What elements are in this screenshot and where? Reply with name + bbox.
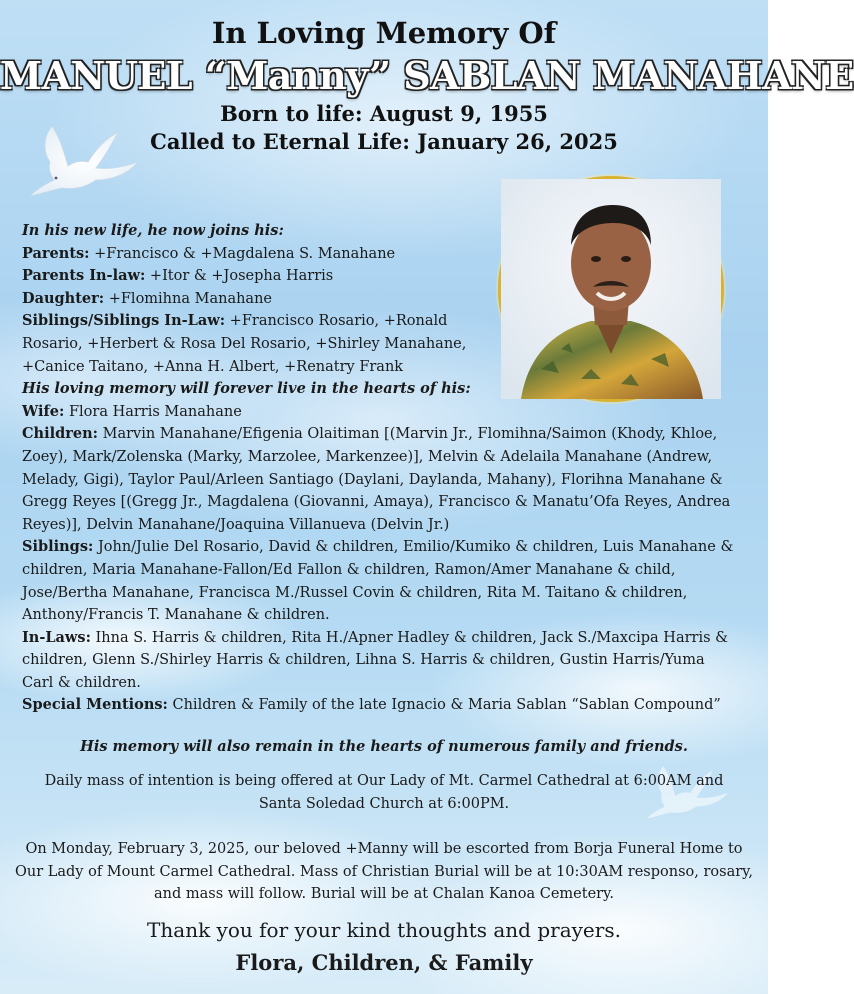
siblings-value-1: John/Julie Del Rosario, David & children, Emilio/Kumiko & children, Luis Manahane & bbox=[93, 539, 734, 556]
parents-inlaw-line bbox=[22, 265, 492, 288]
inlaws-value-1: Ihna S. Harris & children, Rita H./Apner Hadley & children, Jack S./Maxcipa Harris & bbox=[90, 629, 729, 646]
children-line-2: Zoey), Mark/Zolenska (Marky, Marzolee, Markenzee)], Melvin & Adelaila Manahane (Andrew, bbox=[22, 448, 713, 465]
siblings-label: Siblings: bbox=[22, 538, 94, 556]
siblings-inlaw-value-1: +Francisco Rosario, +Ronald bbox=[225, 313, 448, 330]
parents-line bbox=[22, 243, 492, 266]
memory-statement: His memory will also remain in the hearts of numerous family and friends. bbox=[80, 738, 688, 755]
daughter-line bbox=[22, 288, 492, 311]
inlaws-line-2: children, Glenn S./Shirley Harris & children, Lihna S. Harris & children, Gustin Harris/Yuma bbox=[22, 652, 705, 669]
inlaws-line-3: Carl & children. bbox=[22, 674, 141, 691]
siblings-inlaw-value-2: Rosario, +Herbert & Rosa Del Rosario, +Shirley Manahane, bbox=[22, 335, 467, 352]
siblings-inlaw-line bbox=[22, 310, 492, 333]
family-signoff: Flora, Children, & Family bbox=[235, 950, 533, 975]
birth-date: Born to life: August 9, 1955 bbox=[220, 101, 548, 126]
inlaws-line-1 bbox=[22, 627, 752, 650]
siblings-inlaw-value-3: +Canice Taitano, +Anna H. Albert, +Renatry Frank bbox=[22, 358, 404, 375]
wife-value: Flora Harris Manahane bbox=[64, 403, 242, 420]
daughter-value: +Flomihna Manahane bbox=[104, 290, 272, 307]
dove-icon bbox=[22, 118, 140, 198]
wife-label: Wife: bbox=[22, 402, 65, 420]
survivors-section bbox=[22, 220, 752, 717]
parents-label: Parents: bbox=[22, 244, 90, 262]
siblings-line-1 bbox=[22, 536, 752, 559]
death-date: Called to Eternal Life: January 26, 2025 bbox=[150, 129, 618, 154]
children-line-1 bbox=[22, 423, 752, 446]
children-line-5: Reyes)], Delvin Manahane/Joaquina Villanueva (Delvin Jr.) bbox=[22, 516, 450, 533]
header-intro: In Loving Memory Of bbox=[211, 16, 557, 50]
parents-inlaw-value: +Itor & +Josepha Harris bbox=[145, 268, 334, 285]
deceased-name: MANUEL “Manny” SABLAN MANAHANE bbox=[0, 53, 854, 98]
parents-inlaw-label: Parents In-law: bbox=[22, 267, 146, 285]
loving-intro: His loving memory will forever live in the hearts of his: bbox=[22, 380, 471, 398]
children-line-4: Gregg Reyes [(Gregg Jr., Magdalena (Giovanni, Amaya), Francisco & Manatu’Ofa Reyes, Andrea bbox=[22, 494, 731, 511]
parents-value: +Francisco & +Magdalena S. Manahane bbox=[89, 245, 396, 262]
joins-intro: In his new life, he now joins his: bbox=[22, 222, 284, 239]
special-value: Children & Family of the late Ignacio & Maria Sablan “Sablan Compound” bbox=[167, 697, 721, 714]
special-line bbox=[22, 694, 752, 717]
wife-line bbox=[22, 401, 752, 424]
children-line-3: Melady, Gigi), Taylor Paul/Arleen Santiago (Daylani, Daylanda, Mahany), Florihna Manahane & bbox=[22, 471, 723, 488]
inlaws-label: In-Laws: bbox=[22, 628, 91, 646]
mass-info: Daily mass of intention is being offered at Our Lady of Mt. Carmel Cathedral at 6:00AM and Santa Soledad Church at 6:00PM. bbox=[44, 773, 724, 812]
joins-block bbox=[22, 220, 492, 378]
siblings-inlaw-label: Siblings/Siblings In-Law: bbox=[22, 312, 226, 330]
special-label: Special Mentions: bbox=[22, 696, 168, 714]
daughter-label: Daughter: bbox=[22, 289, 105, 307]
siblings-line-3: Jose/Bertha Manahane, Francisca M./Russel Covin & children, Rita M. Taitano & children, bbox=[22, 584, 688, 601]
thanks-message: Thank you for your kind thoughts and prayers. bbox=[147, 918, 621, 942]
children-value-1: Marvin Manahane/Efigenia Olaitiman [(Marvin Jr., Flomihna/Saimon (Khody, Khloe, bbox=[98, 426, 718, 443]
burial-info: On Monday, February 3, 2025, our beloved +Manny will be escorted from Borja Funeral Home to Our Lady of Mount Carmel Cathedral. Mass of Christian Burial will be at 10:30AM responso, rosary, and mass will follow. Burial will be at Chalan Kanoa Cemetery. bbox=[14, 841, 754, 903]
siblings-line-4: Anthony/Francis T. Manahane & children. bbox=[22, 607, 330, 624]
siblings-line-2: children, Maria Manahane-Fallon/Ed Fallon & children, Ramon/Amer Manahane & child, bbox=[22, 561, 676, 578]
children-label: Children: bbox=[22, 425, 98, 443]
